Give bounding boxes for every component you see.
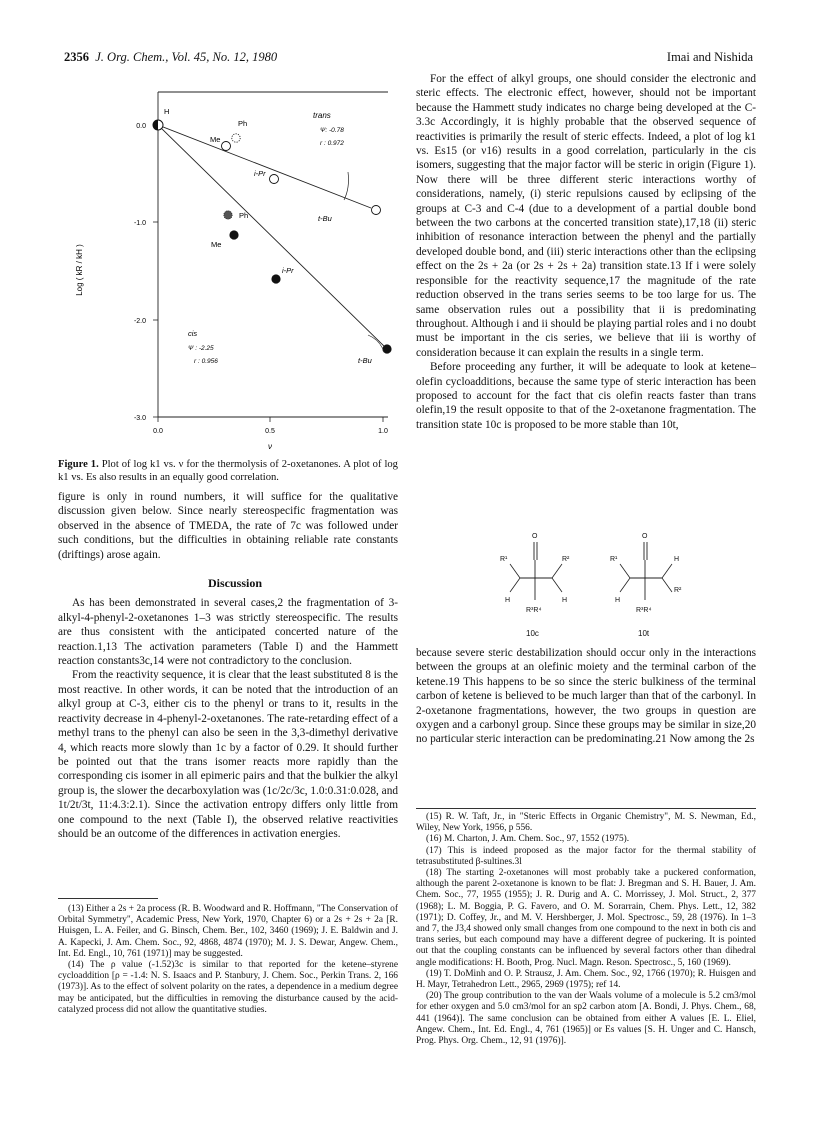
footnote-rule-left — [58, 898, 158, 899]
point-cis-tBu — [382, 344, 391, 353]
structure-label-10t: 10t — [638, 629, 650, 638]
cis-psi: Ψ : -2.25 — [188, 345, 214, 352]
svg-text:O: O — [642, 533, 648, 540]
point-label-tBu-cis: t-Bu — [358, 356, 372, 365]
xtick-label: 0.5 — [265, 428, 275, 435]
caption-label: Figure 1. — [58, 459, 99, 470]
figure-1-plot — [58, 90, 408, 460]
x-ticks — [158, 417, 383, 422]
running-header-authors: Imai and Nishida — [666, 50, 753, 64]
cis-fit-line — [158, 125, 388, 350]
point-trans-iPr — [270, 175, 279, 184]
page-number: 2356 — [64, 50, 89, 64]
paragraph: For the effect of alkyl groups, one should consider the electronic and steric effects. The electronic effect, however, should not be important because the Hammett study indicates no charge being developed at the C-3.3c Accordingly, it is highly probable that the observed sequence of reactivities is primarily the result of steric effects. Indeed, a plot of log k1 vs. Es15 (or ν16) results in a good correlation, particularly in the cis isomers, suggesting that the major factor will be steric in origin (Figure 1). Now there will be three different steric interactions worthy of considerations, namely, (i) steric repulsions caused by eclipsing of the groups at C-3 and C-4 (due to a development of a partial double bond between the two carbons at the concerted transition state),17,18 (ii) steric inhibition of resonance interaction between the phenyl and the partially developed double bond, and (iii) steric interactions other than the eclipsing effect on the 2s + 2a (or 2s + 2s + 2a) transition state.13 If i were solely responsible for the reactivity sequence,17 the magnitude of the rate reduction observed in the trans series seems to be too large for us. The same observation rules out a possibility that ii is predominating throughout. Although i and ii should be playing partial roles and i no doubt must be important in the cis series, we believe that iii is worthy of consideration because it can explain the results in a single term. — [416, 73, 756, 359]
point-cis-Ph — [224, 211, 232, 219]
svg-text:R³R⁴: R³R⁴ — [636, 607, 652, 614]
svg-text:H: H — [674, 556, 680, 563]
svg-text:H: H — [562, 597, 568, 604]
paragraph: From the reactivity sequence, it is clear that the least substituted 8 is the most reactive. In other words, it can be noted that the introduction of an alkyl group at C-3, either cis to the phenyl or trans to it, results in the reactivity decrease in 4-phenyl-2-oxetanones. The rate-retarding effect of a methyl trans to the phenyl can also be seen in the 3,3-dimethyl derivative 4, which reacts more slowly than 1c by a factor of 0.29. It should further be pointed out that the trans isomer reacts more rapidly than the corresponding cis isomer in all epimeric pairs and that the bulkier the alkyl group is, the slower the decarboxylation was (1c/2c/3c, 1.0:0.31:0.028, and 1t/2t/3t, 11:4.3:2.1). Since the activation entropy differs only little from one compound to the next (Table I), the observed relative reactivities should be an outcome of the differences in activation energies. — [58, 669, 398, 840]
paragraph: figure is only in round numbers, it will suffice for the qualitative discussion given below. Since nearly stereospecific fragmentation was observed in the absence of TMEDA, the rate of 7c was followed under such conditions, but the difficulties in obtaining reliable rate constants (driftings) arose again. — [58, 491, 398, 561]
point-label-Me-trans: Me — [210, 135, 221, 144]
point-label-H: H — [164, 107, 170, 116]
point-label-Ph-cis: Ph — [239, 211, 249, 220]
right-footnotes — [416, 812, 756, 1047]
footnote: (14) The ρ value (-1.52)3c is similar to that reported for the ketene–styrene cycloaddition [ρ = -1.4: N. S. Isaacs and P. Stanbury, J. Chem. Soc., Perkin Trans. 2, 166 (1973)]. As to the effect of solvent polarity on the rates, a dependence in a medium degree may be anticipated, but the difficulties in removing the disturbance caused by the acid-catalyzed process did not allow the quantitative studies. — [58, 960, 398, 1015]
ytick-label: -1.0 — [133, 220, 146, 227]
trans-psi: Ψ: -0.78 — [320, 127, 344, 134]
point-label-Me-cis: Me — [211, 240, 222, 249]
x-axis-label: ν — [268, 442, 272, 451]
svg-text:R²: R² — [562, 556, 570, 563]
point-trans-Me — [222, 142, 231, 151]
point-cis-Me — [229, 230, 238, 239]
svg-text:R¹: R¹ — [500, 556, 508, 563]
footnote: (17) This is indeed proposed as the major factor for the thermal stability of tetrasubstituted β-sultines.3l — [416, 845, 756, 867]
point-cis-iPr — [271, 274, 280, 283]
footnote: (18) The starting 2-oxetanones will most probably take a puckered conformation, although the parent 2-oxetanone is known to be flat: J. Bregman and S. H. Bauer, J. Am. Chem. Soc., 77, 1955 (1955); J. R. Durig and A. C. Morrissey, J. Mol. Struct., 2, 377 (1968); L. M. Boggia, P. G. Favero, and O. M. Sorarrain, Chem. Phys. Lett., 12, 382 (1971); D. Coffey, Jr., and M. V. Hershberger, J. Mol. Spectrosc., 59, 28 (1976). In 1–3 and 7, the J3,4 showed only small changes from one compound to the next in both cis and trans series, but each compound may have a different degree of puckering. It is pointed out that the coupling constants can be influenced by several factors other than dihedral angle modifications: H. Booth, Prog. Nucl. Magn. Reson. Spectrosc., 5, 160 (1969). — [416, 868, 756, 968]
ytick-label: 0.0 — [136, 123, 146, 130]
right-column-body — [416, 72, 756, 432]
svg-text:H: H — [505, 597, 511, 604]
xtick-label: 0.0 — [153, 428, 163, 435]
footnote: (16) M. Charton, J. Am. Chem. Soc., 97, 1552 (1975). — [426, 834, 630, 845]
point-label-iPr-cis: i-Pr — [282, 266, 294, 275]
footnote: (15) R. W. Taft, Jr., in "Steric Effects in Organic Chemistry", M. S. Newman, Ed., Wiley, New York, 1956, p 556. — [416, 812, 756, 834]
point-trans-tBu — [372, 206, 381, 215]
structure-10c — [500, 533, 570, 638]
footnote: (13) Either a 2s + 2a process (R. B. Woodward and R. Hoffmann, "The Conservation of Orbital Symmetry", Academic Press, New York, 1970, Chapter 6) or a 2s + 2s + 2a [R. Huisgen, L. A. Feiler, and G. Binsch, Chem. Ber., 102, 3460 (1969); J. E. Baldwin and J. A. Kapecki, J. Am. Chem. Soc., 92, 4868, 4874 (1970); M. J. S. Dewar, Angew. Chem., Int. Ed. Engl., 10, 761 (1971)] may be suggested. — [58, 904, 398, 959]
structure-10t — [610, 533, 682, 638]
footnote: (19) T. DoMinh and O. P. Strausz, J. Am. Chem. Soc., 92, 1766 (1970); R. Huisgen and H. Mayr, Tetrahedron Lett., 2965, 2969 (1975); ref 14. — [416, 968, 756, 991]
transition-state-structures — [480, 528, 720, 648]
ytick-label: -3.0 — [133, 415, 146, 422]
paragraph: As has been demonstrated in several cases,2 the fragmentation of 3-alkyl-4-phenyl-2-oxetanones 1–3 was strictly stereospecific. The results are thus consistent with the anticipated concerted nature of the reaction.1,13 The activation parameters (Table I) and the Hammett reaction constants3c,14 were not contradictory to the conclusion. — [58, 597, 398, 668]
cis-label: cis — [188, 329, 198, 338]
point-label-iPr-trans: i-Pr — [254, 169, 266, 178]
ytick-label: -2.0 — [133, 318, 146, 325]
paragraph: Before proceeding any further, it will be adequate to look at ketene–olefin cycloadditions, because the same type of steric interaction has been proposed to account for the fact that cis olefin reacts faster than trans olefin,19 the result opposite to that of the 2-oxetanone fragmentation. The transition state 10c is proposed to be more stable than 10t, — [416, 361, 756, 431]
journal-citation: J. Org. Chem., Vol. 45, No. 12, 1980 — [95, 50, 278, 64]
running-header-left — [64, 50, 277, 65]
caption-text: Plot of log k1 vs. ν for the thermolysis of 2-oxetanones. A plot of log k1 vs. Es also results in an equally good correlation. — [58, 459, 398, 483]
trans-r: r : 0.972 — [320, 140, 344, 147]
section-title-discussion: Discussion — [207, 576, 263, 591]
svg-text:R¹: R¹ — [610, 556, 618, 563]
trans-label: trans — [313, 111, 331, 120]
y-axis-label: Log ( kR / kH ) — [75, 244, 84, 296]
left-footnotes — [58, 904, 398, 1016]
left-column-body — [58, 490, 398, 841]
xtick-label: 1.0 — [378, 428, 388, 435]
footnote: (20) The group contribution to the van der Waals volume of a molecule is 5.2 cm3/mol for ether oxygen and 5.0 cm3/mol for an sp2 carbon atom [A. Bondi, J. Phys. Chem., 68, 441 (1964)]. The same conclusion can be obtained from either A values [E. L. Eliel, Angew. Chem., Int. Ed. Engl., 4, 761 (1965)] or Es values [S. H. Unger and C. Hansch, Prog. Phys. Org. Chem., 12, 91 (1976)]. — [416, 991, 756, 1047]
point-trans-Ph — [232, 134, 240, 142]
footnote-rule-right — [416, 808, 756, 809]
point-label-Ph-trans: Ph — [238, 119, 248, 128]
paragraph: because severe steric destabilization should occur only in the interactions between the groups at an olefinic moiety and the terminal carbon of the ketene.19 This happens to be so since the steric bulkiness of the terminal carbon of ketene is believed to be much larger than that of the carbonyl. In 2-oxetanone fragmentations, however, the two groups in question are oxygen and a carbonyl group. Since these groups may be similar in size,20 no particular steric interaction can be predominating.21 Now among the 2s — [416, 647, 756, 746]
cis-r: r : 0.956 — [194, 358, 218, 365]
figure-1-caption — [58, 458, 398, 484]
structure-label-10c: 10c — [526, 629, 539, 638]
trans-fit-line — [158, 125, 371, 208]
svg-text:R³R⁴: R³R⁴ — [526, 607, 542, 614]
svg-text:O: O — [532, 533, 538, 540]
trans-bracket — [344, 172, 349, 200]
right-column-body-continued — [416, 646, 756, 747]
point-H — [153, 120, 163, 130]
y-ticks — [153, 125, 158, 417]
svg-text:R²: R² — [674, 587, 682, 594]
point-label-tBu-trans: t-Bu — [318, 214, 332, 223]
svg-text:H: H — [615, 597, 621, 604]
